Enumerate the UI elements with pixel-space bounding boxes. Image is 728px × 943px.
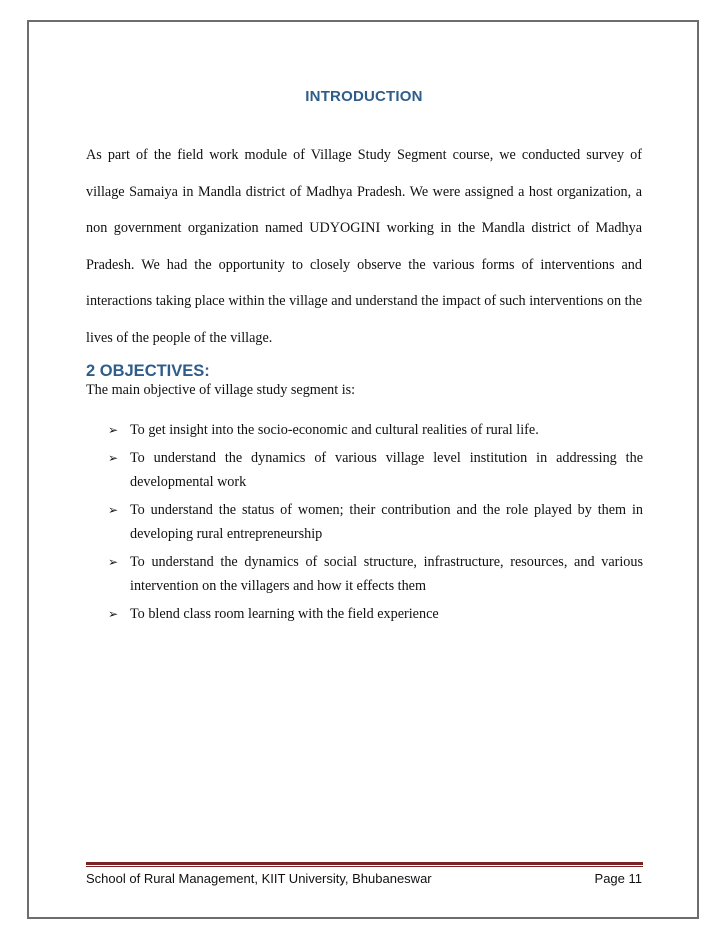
footer-page-number: Page 11 — [594, 871, 642, 886]
list-item-text: To blend class room learning with the field experience — [130, 605, 439, 622]
arrow-bullet-icon: ➢ — [108, 554, 119, 569]
objectives-list — [108, 418, 643, 629]
list-item — [108, 602, 643, 627]
list-item — [108, 498, 643, 547]
list-item — [108, 446, 643, 495]
arrow-bullet-icon: ➢ — [108, 450, 119, 465]
list-item — [108, 418, 643, 443]
list-item-text: To understand the status of women; their contribution and the role played by them in developing rural entrepreneurship — [130, 501, 643, 542]
list-item-text: To understand the dynamics of social structure, infrastructure, resources, and various intervention on the villagers and how it effects them — [130, 553, 643, 594]
arrow-bullet-icon: ➢ — [108, 606, 119, 621]
footer-institution: School of Rural Management, KIIT University, Bhubaneswar — [86, 871, 432, 886]
intro-paragraph: As part of the field work module of Village Study Segment course, we conducted survey of village Samaiya in Mandla district of Madhya Pradesh. We were assigned a host organization, a non government organization named UDYOGINI working in the Mandla district of Madhya Pradesh. We had the opportunity to closely observe the various forms of interventions and interactions taking place within the village and understand the impact of such interventions on the lives of the people of the village. — [86, 147, 642, 346]
objectives-heading: 2 OBJECTIVES: — [86, 362, 210, 380]
footer-divider — [86, 862, 643, 865]
footer-divider-thin — [86, 866, 643, 867]
arrow-bullet-icon: ➢ — [108, 423, 119, 437]
list-item-text: To understand the dynamics of various village level institution in addressing the developmental work — [130, 449, 643, 490]
intro-section — [86, 137, 642, 357]
page-title: INTRODUCTION — [305, 88, 423, 105]
list-item-text: To get insight into the socio-economic and cultural realities of rural life. — [130, 422, 539, 438]
objectives-intro: The main objective of village study segment is: — [86, 382, 356, 398]
arrow-bullet-icon: ➢ — [108, 502, 119, 517]
list-item — [108, 550, 643, 599]
